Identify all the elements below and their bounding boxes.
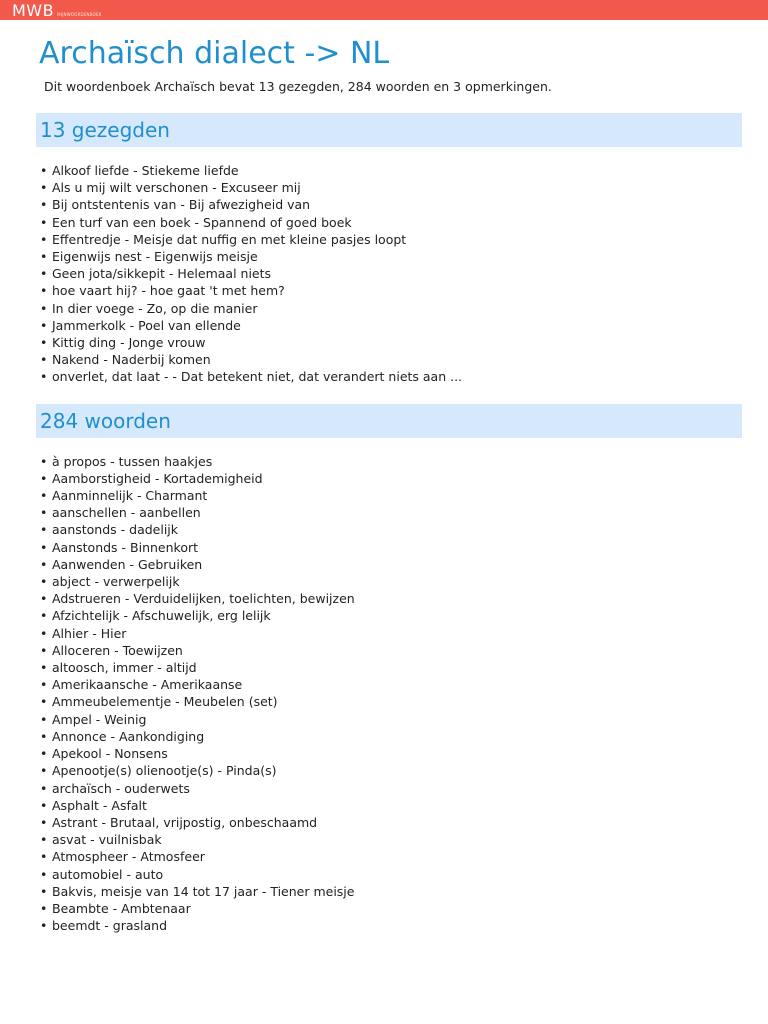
list-item bbox=[40, 487, 768, 504]
top-bar bbox=[0, 0, 768, 20]
bullet-icon: • bbox=[40, 266, 48, 282]
list-item bbox=[40, 797, 768, 814]
list-item bbox=[40, 265, 768, 282]
bullet-icon: • bbox=[40, 711, 48, 727]
entry-text: onverlet, dat laat - - Dat betekent niet, dat verandert niets aan ... bbox=[52, 369, 463, 385]
entry-text: aanstonds - dadelijk bbox=[52, 522, 179, 538]
bullet-icon: • bbox=[40, 763, 48, 779]
entry-text: Ampel - Weinig bbox=[52, 711, 147, 727]
bullet-icon: • bbox=[40, 335, 48, 351]
bullet-icon: • bbox=[40, 832, 48, 848]
entry-text: beemdt - grasland bbox=[52, 918, 168, 934]
entry-text: Alkoof liefde - Stiekeme liefde bbox=[52, 163, 239, 178]
bullet-icon: • bbox=[40, 300, 48, 316]
bullet-icon: • bbox=[40, 797, 48, 813]
bullet-icon: • bbox=[40, 677, 48, 693]
list-item bbox=[40, 780, 768, 797]
bullet-icon: • bbox=[40, 163, 48, 178]
entry-text: Apekool - Nonsens bbox=[52, 746, 168, 762]
entry-text: Jammerkolk - Poel van ellende bbox=[52, 317, 241, 333]
entry-text: Annonce - Aankondiging bbox=[52, 728, 205, 744]
bullet-icon: • bbox=[40, 231, 48, 247]
bullet-icon: • bbox=[40, 694, 48, 710]
entry-text: Amerikaansche - Amerikaanse bbox=[52, 677, 243, 693]
entry-text: Kittig ding - Jonge vrouw bbox=[52, 335, 206, 351]
list-item bbox=[40, 214, 768, 231]
bullet-icon: • bbox=[40, 180, 48, 196]
entry-text: Alhier - Hier bbox=[52, 625, 127, 641]
list-item bbox=[40, 162, 768, 179]
site-logo[interactable]: MWB bbox=[12, 1, 55, 20]
entry-text: Aanstonds - Binnenkort bbox=[52, 539, 199, 555]
entry-text: Effentredje - Meisje dat nuffig en met kleine pasjes loopt bbox=[52, 231, 407, 247]
site-logo-subtitle: MIJNWOORDENBOEK bbox=[57, 12, 102, 17]
bullet-icon: • bbox=[40, 660, 48, 676]
bullet-icon: • bbox=[40, 453, 48, 469]
list-item bbox=[40, 573, 768, 590]
list-item bbox=[40, 814, 768, 831]
intro-text: Dit woordenboek Archaïsch bevat 13 gezegden, 284 woorden en 3 opmerkingen. bbox=[44, 79, 552, 94]
bullet-icon: • bbox=[40, 283, 48, 299]
list-item bbox=[40, 883, 768, 900]
list-item bbox=[40, 762, 768, 779]
list-item bbox=[40, 625, 768, 642]
section-title: 13 gezegden bbox=[40, 118, 170, 142]
entry-text: Eigenwijs nest - Eigenwijs meisje bbox=[52, 249, 258, 265]
bullet-icon: • bbox=[40, 488, 48, 504]
list-item bbox=[40, 866, 768, 883]
bullet-icon: • bbox=[40, 556, 48, 572]
entry-text: Bakvis, meisje van 14 tot 17 jaar - Tiener meisje bbox=[52, 883, 355, 899]
list-item bbox=[40, 317, 768, 334]
entry-text: asvat - vuilnisbak bbox=[52, 832, 162, 848]
bullet-icon: • bbox=[40, 352, 48, 368]
entry-text: archaïsch - ouderwets bbox=[52, 780, 190, 796]
bullet-icon: • bbox=[40, 522, 48, 538]
bullet-icon: • bbox=[40, 728, 48, 744]
list-item bbox=[40, 659, 768, 676]
entry-text: altoosch, immer - altijd bbox=[52, 660, 197, 676]
entry-text: Astrant - Brutaal, vrijpostig, onbeschaamd bbox=[52, 814, 318, 830]
bullet-icon: • bbox=[40, 591, 48, 607]
entry-text: Als u mij wilt verschonen - Excuseer mij bbox=[52, 180, 301, 196]
bullet-icon: • bbox=[40, 197, 48, 213]
entry-text: hoe vaart hij? - hoe gaat 't met hem? bbox=[52, 283, 285, 299]
entry-text: automobiel - auto bbox=[52, 866, 164, 882]
list-item bbox=[40, 607, 768, 624]
list-item bbox=[40, 831, 768, 848]
list-item bbox=[40, 539, 768, 556]
bullet-icon: • bbox=[40, 505, 48, 521]
list-item bbox=[40, 231, 768, 248]
section-title: 284 woorden bbox=[40, 408, 171, 433]
entry-text: aanschellen - aanbellen bbox=[52, 505, 201, 521]
list-item bbox=[40, 300, 768, 317]
entry-text: Apenootje(s) olienootje(s) - Pinda(s) bbox=[52, 763, 277, 779]
bullet-icon: • bbox=[40, 746, 48, 762]
list-item bbox=[40, 196, 768, 213]
list-item bbox=[40, 848, 768, 865]
list-item bbox=[40, 728, 768, 745]
entry-text: Afzichtelijk - Afschuwelijk, erg lelijk bbox=[52, 608, 271, 624]
list-item bbox=[40, 900, 768, 917]
entry-text: Beambte - Ambtenaar bbox=[52, 900, 191, 916]
entry-text: Een turf van een boek - Spannend of goed boek bbox=[52, 214, 352, 230]
list-item bbox=[40, 351, 768, 368]
bullet-icon: • bbox=[40, 918, 48, 934]
bullet-icon: • bbox=[40, 249, 48, 265]
sayings-list bbox=[40, 162, 768, 386]
entry-text: abject - verwerpelijk bbox=[52, 574, 180, 590]
bullet-icon: • bbox=[40, 539, 48, 555]
list-item bbox=[40, 711, 768, 728]
list-item bbox=[40, 521, 768, 538]
words-list bbox=[40, 453, 768, 935]
bullet-icon: • bbox=[40, 317, 48, 333]
entry-text: Geen jota/sikkepit - Helemaal niets bbox=[52, 266, 272, 282]
list-item bbox=[40, 556, 768, 573]
entry-text: à propos - tussen haakjes bbox=[52, 453, 213, 469]
list-item bbox=[40, 917, 768, 934]
entry-text: Atmospheer - Atmosfeer bbox=[52, 849, 205, 865]
list-item bbox=[40, 368, 768, 385]
list-item bbox=[40, 453, 768, 470]
bullet-icon: • bbox=[40, 608, 48, 624]
bullet-icon: • bbox=[40, 574, 48, 590]
bullet-icon: • bbox=[40, 883, 48, 899]
bullet-icon: • bbox=[40, 470, 48, 486]
entry-text: Asphalt - Asfalt bbox=[52, 797, 147, 813]
entry-text: Nakend - Naderbij komen bbox=[52, 352, 211, 368]
bullet-icon: • bbox=[40, 369, 48, 385]
bullet-icon: • bbox=[40, 780, 48, 796]
list-item bbox=[40, 745, 768, 762]
bullet-icon: • bbox=[40, 866, 48, 882]
section-header-sayings bbox=[36, 113, 742, 147]
entry-text: Aanminnelijk - Charmant bbox=[52, 488, 208, 504]
list-item bbox=[40, 179, 768, 196]
bullet-icon: • bbox=[40, 900, 48, 916]
bullet-icon: • bbox=[40, 849, 48, 865]
list-item bbox=[40, 282, 768, 299]
list-item bbox=[40, 590, 768, 607]
bullet-icon: • bbox=[40, 625, 48, 641]
list-item bbox=[40, 248, 768, 265]
list-item bbox=[40, 504, 768, 521]
page-title: Archaïsch dialect -> NL bbox=[39, 36, 390, 71]
list-item bbox=[40, 642, 768, 659]
entry-text: Adstrueren - Verduidelijken, toelichten, bewijzen bbox=[52, 591, 355, 607]
entry-text: In dier voege - Zo, op die manier bbox=[52, 300, 258, 316]
entry-text: Aanwenden - Gebruiken bbox=[52, 556, 203, 572]
list-item bbox=[40, 334, 768, 351]
bullet-icon: • bbox=[40, 814, 48, 830]
bullet-icon: • bbox=[40, 214, 48, 230]
list-item bbox=[40, 676, 768, 693]
list-item bbox=[40, 470, 768, 487]
entry-text: Ammeubelementje - Meubelen (set) bbox=[52, 694, 278, 710]
entry-text: Alloceren - Toewijzen bbox=[52, 642, 183, 658]
section-header-words bbox=[36, 404, 742, 438]
entry-text: Bij ontstentenis van - Bij afwezigheid van bbox=[52, 197, 311, 213]
list-item bbox=[40, 693, 768, 710]
bullet-icon: • bbox=[40, 642, 48, 658]
entry-text: Aamborstigheid - Kortademigheid bbox=[52, 470, 263, 486]
